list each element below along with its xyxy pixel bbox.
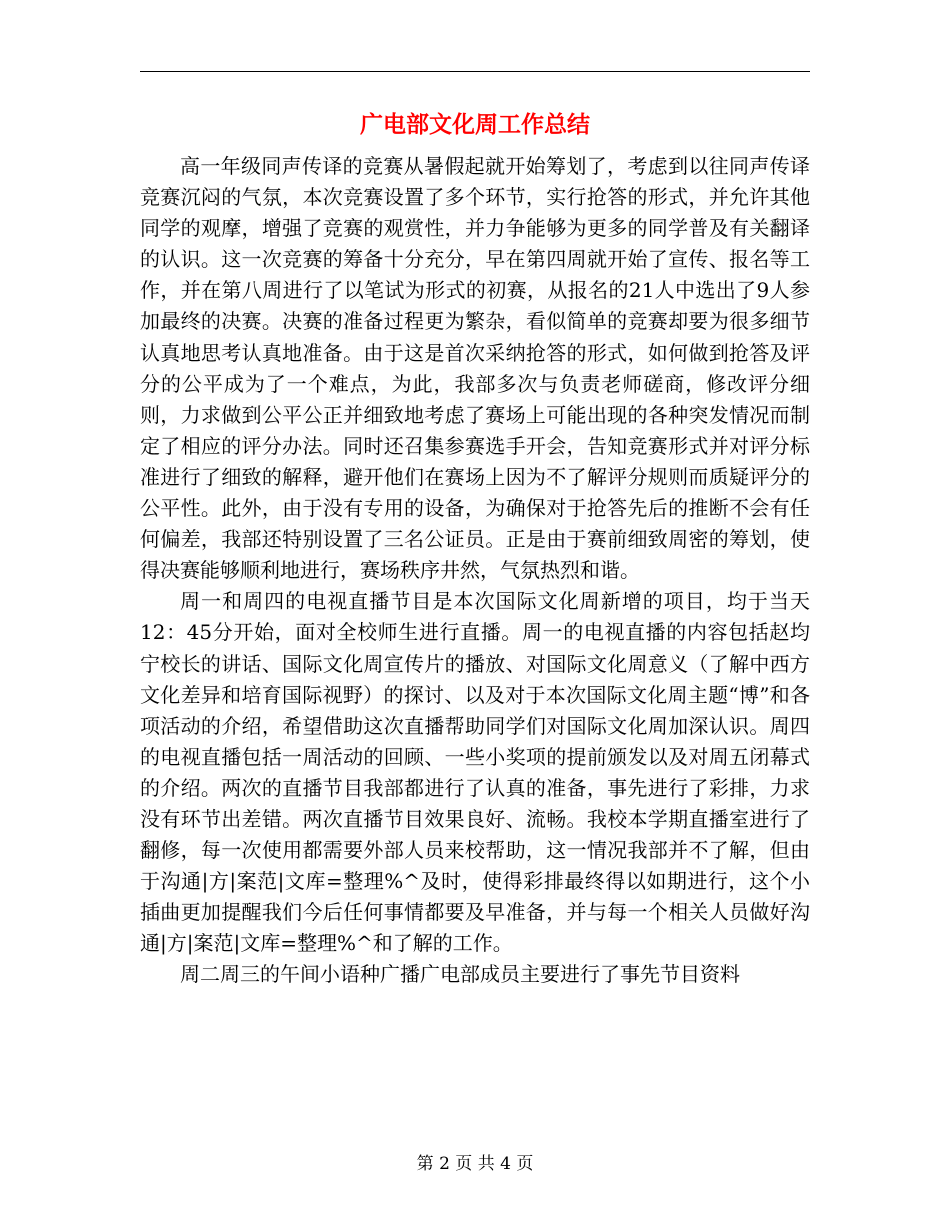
document-body: [140, 151, 810, 991]
header-rule: [140, 71, 810, 72]
paragraph-2: 周一和周四的电视直播节目是本次国际文化周新增的项目，均于当天12：45分开始，面对全校师生进行直播。周一的电视直播的内容包括赵均宁校长的讲话、国际文化周宣传片的播放、对国际文化周意义（了解中西方文化差异和培育国际视野）的探讨、以及对于本次国际文化周主题“博”和各项活动的介绍，希望借助这次直播帮助同学们对国际文化周加深认识。周四的电视直播包括一周活动的回顾、一些小奖项的提前颁发以及对周五闭幕式的介绍。两次的直播节目我部都进行了认真的准备，事先进行了彩排，力求没有环节出差错。两次直播节目效果良好、流畅。我校本学期直播室进行了翻修，每一次使用都需要外部人员来校帮助，这一情况我部并不了解，但由于沟通|方|案范|文库=整理%^及时，使得彩排最终得以如期进行，这个小插曲更加提醒我们今后任何事情都要及早准备，并与每一个相关人员做好沟通|方|案范|文库=整理%^和了解的工作。: [140, 589, 810, 956]
document-title: 广电部文化周工作总结: [360, 111, 590, 138]
paragraph-3: 周二周三的午间小语种广播广电部成员主要进行了事先节目资料: [180, 962, 740, 987]
page-number-footer: 第 2 页 共 4 页: [416, 1154, 534, 1174]
paragraph-1: 高一年级同声传译的竞赛从暑假起就开始筹划了，考虑到以往同声传译竞赛沉闷的气氛，本次竞赛设置了多个环节，实行抢答的形式，并允许其他同学的观摩，增强了竞赛的观赏性，并力争能够为更多的同学普及有关翻译的认识。这一次竞赛的筹备十分充分，早在第四周就开始了宣传、报名等工作，并在第八周进行了以笔试为形式的初赛，从报名的21人中选出了9人参加最终的决赛。决赛的准备过程更为繁杂，看似简单的竞赛却要为很多细节认真地思考认真地准备。由于这是首次采纳抢答的形式，如何做到抢答及评分的公平成为了一个难点，为此，我部多次与负责老师磋商，修改评分细则，力求做到公平公正并细致地考虑了赛场上可能出现的各种突发情况而制定了相应的评分办法。同时还召集参赛选手开会，告知竞赛形式并对评分标准进行了细致的解释，避开他们在赛场上因为不了解评分规则而质疑评分的公平性。此外，由于没有专用的设备，为确保对于抢答先后的推断不会有任何偏差，我部还特别设置了三名公证员。正是由于赛前细致周密的筹划，使得决赛能够顺利地进行，赛场秩序井然，气氛热烈和谐。: [140, 154, 810, 583]
